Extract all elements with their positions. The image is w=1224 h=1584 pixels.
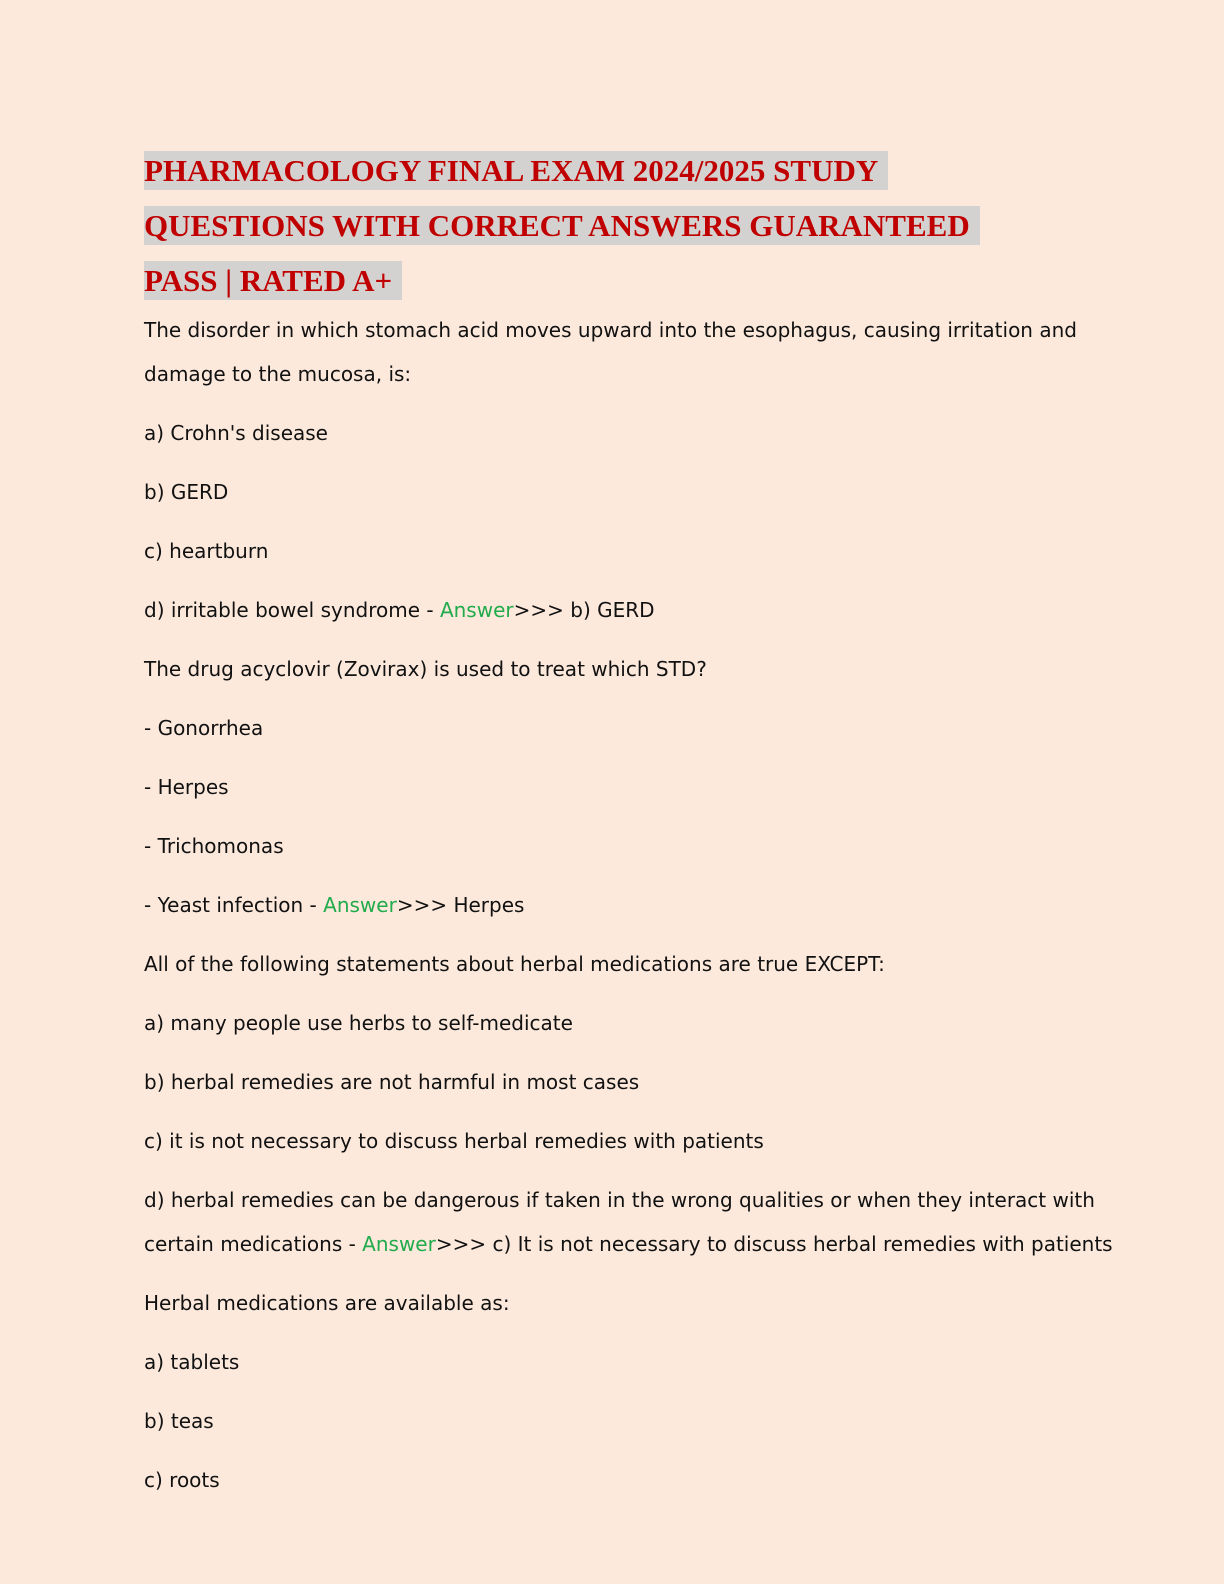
q3-option-a: a) many people use herbs to self-medicate	[144, 1011, 573, 1035]
q2-option-4-text: - Yeast infection -	[144, 893, 324, 917]
q2-question: The drug acyclovir (Zovirax) is used to treat which STD?	[144, 657, 707, 681]
q1-question	[144, 308, 1084, 396]
q1-question-line-1: The disorder in which stomach acid moves upward into the esophagus, causing irritation and	[144, 318, 1077, 342]
q3-answer-label: Answer	[362, 1232, 436, 1256]
q2-option-4	[144, 883, 1084, 927]
q1-option-d	[144, 588, 1084, 632]
title-line-2: QUESTIONS WITH CORRECT ANSWERS GUARANTEED	[144, 206, 980, 245]
q3-option-d-line-2: certain medications -	[144, 1232, 363, 1256]
q3-answer-text: >>> c) It is not necessary to discuss herbal remedies with patients	[435, 1232, 1113, 1256]
document-title	[144, 143, 1084, 308]
q3-option-b: b) herbal remedies are not harmful in most cases	[144, 1070, 640, 1094]
q2-option-1: - Gonorrhea	[144, 716, 264, 740]
q1-option-b: b) GERD	[144, 480, 229, 504]
q2-answer-label: Answer	[323, 893, 397, 917]
q1-answer-label: Answer	[439, 598, 514, 622]
q4-option-a: a) tablets	[144, 1350, 240, 1374]
document-page	[144, 143, 1113, 1517]
q3-option-c: c) it is not necessary to discuss herbal remedies with patients	[144, 1129, 764, 1153]
q4-question: Herbal medications are available as:	[144, 1291, 510, 1315]
q3-option-d	[144, 1178, 1113, 1266]
q3-question: All of the following statements about herbal medications are true EXCEPT:	[144, 952, 885, 976]
q2-option-3: - Trichomonas	[144, 834, 284, 858]
q3-option-d-line-1: d) herbal remedies can be dangerous if taken in the wrong qualities or when they interact with	[144, 1188, 1095, 1212]
q2-option-2: - Herpes	[144, 775, 229, 799]
q2-answer-text: >>> Herpes	[396, 893, 525, 917]
q1-option-d-text: d) irritable bowel syndrome -	[144, 598, 440, 622]
q1-option-c: c) heartburn	[144, 539, 269, 563]
title-line-1: PHARMACOLOGY FINAL EXAM 2024/2025 STUDY	[144, 151, 888, 190]
q1-question-line-2: damage to the mucosa, is:	[144, 362, 412, 386]
q1-answer-text: >>> b) GERD	[513, 598, 655, 622]
q4-option-b: b) teas	[144, 1409, 214, 1433]
title-line-3: PASS | RATED A+	[144, 261, 402, 300]
q4-option-c: c) roots	[144, 1468, 220, 1492]
q1-option-a: a) Crohn's disease	[144, 421, 328, 445]
